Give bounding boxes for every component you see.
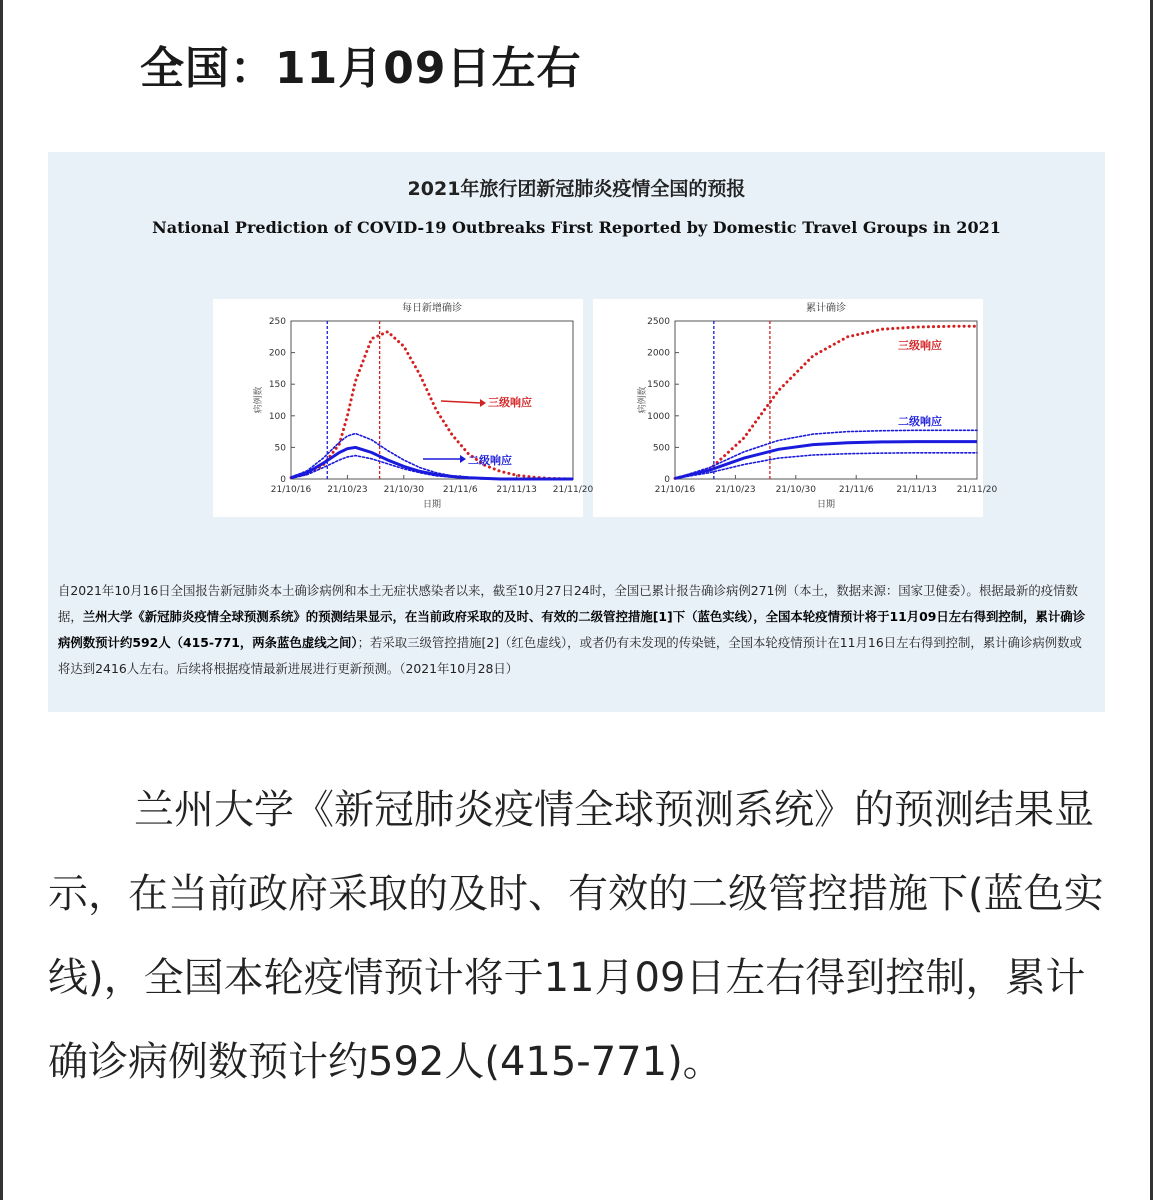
figure-title-cn: 2021年旅行团新冠肺炎疫情全国的预报 <box>407 178 746 200</box>
x-tick-label: 21/11/20 <box>552 485 594 495</box>
y-tick-label: 200 <box>268 348 286 359</box>
caption-text-2: ；若采取三级管控措施[2]（红色虚线），或者仍有未发现的传染链，全国本轮疫情预计在11月16日左右得到控制，累计确诊病例数或将达到2416人左右。后续将根据疫情最新进展进行更新预测。（2021年10月28日） <box>58 635 1082 676</box>
x-tick-label: 21/11/6 <box>442 485 478 495</box>
y-tick-label: 100 <box>268 411 286 422</box>
y-tick-label: 150 <box>268 380 286 391</box>
y-tick-label: 0 <box>664 475 670 485</box>
x-tick-label: 21/10/30 <box>775 485 817 495</box>
y-tick-label: 1000 <box>647 411 670 422</box>
x-tick-label: 21/10/16 <box>654 485 696 495</box>
figure-title-en: National Prediction of COVID-19 Outbreaks First Reported by Domestic Travel Groups in 2021 <box>152 218 1001 237</box>
x-tick-label: 21/10/30 <box>383 485 425 495</box>
y-axis-label: 病例数 <box>638 386 648 414</box>
x-axis-label: 日期 <box>816 500 836 510</box>
x-tick-label: 21/10/16 <box>270 485 312 495</box>
chart-title: 累计确诊 <box>806 303 846 314</box>
section-heading: 全国：11月09日左右 <box>140 43 582 94</box>
x-tick-label: 21/11/6 <box>838 485 874 495</box>
annotation-label: 三级响应 <box>898 339 942 352</box>
chart-title: 每日新增确诊 <box>402 303 462 314</box>
annotation-label: 二级响应 <box>468 454 512 467</box>
y-tick-label: 0 <box>280 475 286 485</box>
x-axis-label: 日期 <box>422 500 442 510</box>
y-tick-label: 50 <box>274 443 286 454</box>
article-paragraph-text: 兰州大学《新冠肺炎疫情全球预测系统》的预测结果显示，在当前政府采取的及时、有效的二级管控措施下(蓝色实线)，全国本轮疫情预计将于11月09日左右得到控制，累计确诊病例数预计约592人(415-771)。 <box>48 787 1104 1085</box>
y-tick-label: 500 <box>652 443 670 454</box>
y-tick-label: 250 <box>268 317 286 327</box>
x-tick-label: 21/11/13 <box>496 485 537 495</box>
y-tick-label: 2000 <box>647 348 670 359</box>
x-tick-label: 21/11/13 <box>896 485 937 495</box>
daily-chart-panel <box>213 299 594 517</box>
annotation-label: 二级响应 <box>898 415 942 428</box>
x-tick-label: 21/10/23 <box>327 485 368 495</box>
cumulative-chart-panel <box>593 299 998 517</box>
x-tick-label: 21/11/20 <box>956 485 998 495</box>
forecast-figure <box>48 152 1105 712</box>
cumulative-cases-chart <box>593 299 998 517</box>
y-axis-label: 病例数 <box>254 386 264 414</box>
x-tick-label: 21/10/23 <box>715 485 756 495</box>
figure-caption <box>58 578 1093 682</box>
annotation-label: 三级响应 <box>488 396 532 409</box>
y-tick-label: 2500 <box>647 317 670 327</box>
caption-bold-text: 兰州大学《新冠肺炎疫情全球预测系统》的预测结果显示，在当前政府采取的及时、有效的二级管控措施[1]下（蓝色实线），全国本轮疫情预计将于11月09日左右得到控制，累计确诊病例数预计约592人（415-771，两条蓝色虚线之间） <box>58 609 1086 650</box>
caption-text-1: 自2021年10月16日全国报告新冠肺炎本土确诊病例和本土无症状感染者以来，截至10月27日24时，全国已累计报告确诊病例271例（本土，数据来源：国家卫健委）。根据最新的疫情数据， <box>58 583 1078 624</box>
y-tick-label: 1500 <box>647 380 670 391</box>
article-paragraph <box>48 768 1118 1104</box>
daily-new-cases-chart <box>213 299 594 517</box>
left-border <box>0 0 3 1200</box>
